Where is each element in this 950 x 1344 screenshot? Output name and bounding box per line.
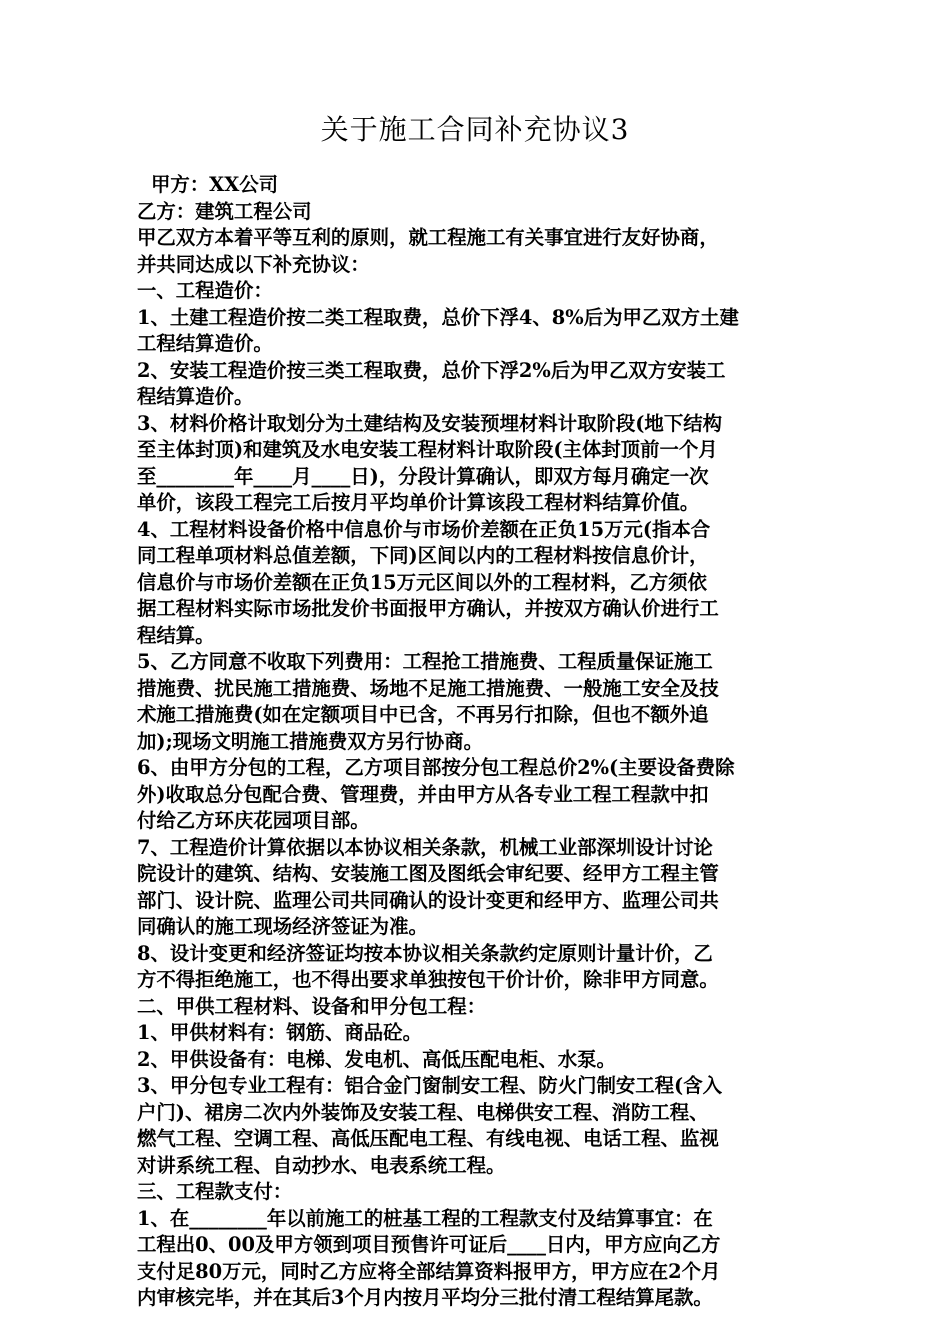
document-line: 3、材料价格计取划分为土建结构及安装预埋材料计取阶段(地下结构 xyxy=(137,411,722,435)
document-line: 单价，该段工程完工后按月平均单价计算该段工程材料结算价值。 xyxy=(137,491,700,514)
document-line: 燃气工程、空调工程、高低压配电工程、有线电视、电话工程、监视 xyxy=(137,1127,719,1150)
document-line: 2、甲供设备有：电梯、发电机、高低压配电柜、水泵。 xyxy=(137,1047,616,1071)
document-line: 4、工程材料设备价格中信息价与市场价差额在正负15万元(指本合 xyxy=(137,517,711,541)
document-line: 据工程材料实际市场批发价书面报甲方确认，并按双方确认价进行工 xyxy=(137,597,719,620)
document-line: 一、工程造价： xyxy=(137,279,273,302)
document-line: 院设计的建筑、结构、安装施工图及图纸会审纪要、经甲方工程主管 xyxy=(137,862,719,885)
document-line: 二、甲供工程材料、设备和甲分包工程： xyxy=(137,994,487,1018)
document-line: 2、安装工程造价按三类工程取费，总价下浮2%后为甲乙双方安装工 xyxy=(137,358,726,382)
document-line: 1、甲供材料有：钢筋、商品砼。 xyxy=(137,1021,422,1044)
document-line: 5、乙方同意不收取下列费用：工程抢工措施费、工程质量保证施工 xyxy=(137,650,713,673)
document-line: 户门)、裙房二次内外装饰及安装工程、电梯供安工程、消防工程、 xyxy=(137,1100,709,1124)
document-line: 措施费、扰民施工措施费、场地不足施工措施费、一般施工安全及技 xyxy=(137,676,719,700)
document-line: 加);现场文明施工措施费双方另行协商。 xyxy=(137,729,483,753)
document-line: 术施工措施费(如在定额项目中已含，不再另行扣除，但也不额外追 xyxy=(137,703,709,726)
document-line: 程结算。 xyxy=(137,623,215,647)
document-line: 三、工程款支付： xyxy=(137,1180,293,1203)
document-line: 方不得拒绝施工，也不得出要求单独按包干价计价，除非甲方同意。 xyxy=(137,968,719,991)
document-line: 信息价与市场价差额在正负15万元区间以外的工程材料，乙方须依 xyxy=(137,570,707,594)
document-line: 1、土建工程造价按二类工程取费，总价下浮4、8%后为甲乙双方土建 xyxy=(137,305,739,329)
document-line: 至主体封顶)和建筑及水电安装工程材料计取阶段(主体封顶前一个月 xyxy=(137,438,718,461)
document-line: 同工程单项材料总值差额，下同)区间以内的工程材料按信息价计， xyxy=(137,544,709,567)
document-line: 8、设计变更和经济签证均按本协议相关条款约定原则计量计价，乙 xyxy=(137,941,713,965)
document-line: 7、工程造价计算依据以本协议相关条款，机械工业部深圳设计讨论 xyxy=(137,835,713,859)
document-line: 1、在________年以前施工的桩基工程的工程款支付及结算事宜：在 xyxy=(137,1206,713,1230)
document-line: 工程结算造价。 xyxy=(137,332,273,355)
document-line: 乙方：建筑工程公司 xyxy=(137,199,312,223)
document-line: 甲乙双方本着平等互利的原则，就工程施工有关事宜进行友好协商， xyxy=(137,226,719,249)
document-line: 内审核完毕，并在其后3个月内按月平均分三批付清工程结算尾款。 xyxy=(137,1286,713,1309)
document-line: 3、甲分包专业工程有：铝合金门窗制安工程、防火门制安工程(含入 xyxy=(137,1074,722,1097)
document-line: 部门、设计院、监理公司共同确认的设计变更和经甲方、监理公司共 xyxy=(137,888,719,912)
document-body xyxy=(137,172,827,1312)
document-line: 工程出0、00及甲方领到项目预售许可证后____日内，甲方应向乙方 xyxy=(137,1233,721,1256)
document-line: 并共同达成以下补充协议： xyxy=(137,252,370,276)
document-line: 程结算造价。 xyxy=(137,385,254,408)
document-line: 支付足80万元，同时乙方应将全部结算资料报甲方，甲方应在2个月 xyxy=(137,1259,721,1283)
document-line: 甲方：XX公司 xyxy=(151,173,279,196)
document-line: 同确认的施工现场经济签证为准。 xyxy=(137,915,428,938)
document-line: 对讲系统工程、自动抄水、电表系统工程。 xyxy=(137,1153,506,1177)
document-line: 付给乙方环庆花园项目部。 xyxy=(137,809,370,832)
document-line: 外)收取总分包配合费、管理费，并由甲方从各专业工程工程款中扣 xyxy=(137,782,709,806)
document-line: 至________年____月____日)，分段计算确认，即双方每月确定一次 xyxy=(137,464,709,488)
document-line: 6、由甲方分包的工程，乙方项目部按分包工程总价2%(主要设备费除 xyxy=(137,756,735,779)
document-title: 关于施工合同补充协议3 xyxy=(320,113,630,146)
